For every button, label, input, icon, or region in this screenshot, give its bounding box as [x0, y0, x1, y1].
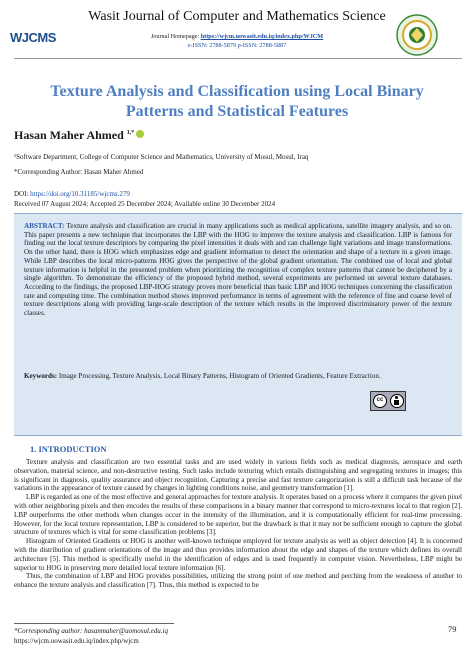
author-superscript: 1,* — [126, 130, 135, 136]
doi-link[interactable]: https://doi.org/10.31185/wjcms.279 — [30, 190, 130, 198]
paper-title: Texture Analysis and Classification using Local Binary Patterns and Statistical Features — [50, 83, 424, 120]
university-seal-icon — [396, 14, 438, 56]
doi-line — [14, 190, 130, 198]
homepage-label: Journal Homepage: — [150, 33, 201, 40]
author-line — [14, 128, 144, 143]
doi-label: DOI: — [14, 190, 31, 198]
abstract-box — [14, 213, 462, 436]
journal-title: Wasit Journal of Computer and Mathematics Science — [88, 9, 386, 24]
issn-line: e-ISSN: 2788-5879 p-ISSN: 2788-5887 — [187, 42, 287, 49]
abstract — [24, 222, 452, 318]
publication-dates: Received 07 August 2024; Accepted 25 December 2024; Available online 30 December 2024 — [14, 200, 276, 208]
cc-icon: cc — [373, 394, 387, 408]
corresponding-author: *Corresponding Author: Hasan Maher Ahmed — [14, 168, 144, 176]
affiliation: ¹Software Department, College of Computer Science and Mathematics, University of Mosul, Mosul, Iraq — [14, 153, 309, 161]
keywords — [24, 372, 452, 381]
author-name: Hasan Maher Ahmed — [14, 128, 127, 142]
intro-paragraph: Histogram of Oriented Gradients or HOG is another well-known technique employed for texture analysis as well as object detection [4]. It is concerned with the distribution of gradient orientations of the image and thus provides information about the edge and shapes of the texture which defines its overall architecture [5]. This method is specifically useful in the identification of edges and is used frequently in computer vision. Nevertheless, LBP might be superior to HOG in preserving more detailed local texture information [6]. — [14, 537, 462, 572]
intro-paragraph: LBP is regarded as one of the most effective and general approaches for texture analysis. It operates based on a process where it compares the given pixel with other neighboring pixels and then encodes the results of these comparisons in a binary manner that correspond to micro-textures local to that region [2]. LBP outperforms the other methods when changes occur in the intensity of the illumination, and it is computationally efficient for real-time processing. However, for the local texture representation, LBP is considered to be superior, but the drawback is that it may not be sufficient enough to capture the global structure of textures which is vital for some classification problems [3]. — [14, 493, 462, 537]
header-divider — [14, 58, 462, 59]
intro-paragraph: Thus, the combination of LBP and HOG provides possibilities, utilizing the strong point of one method and perching from the weakness of another to enhance the texture analysis and classification [7]. Thus, this method is expected to be — [14, 572, 462, 590]
keywords-label: Keywords: — [24, 372, 59, 380]
introduction-body — [14, 458, 462, 590]
journal-header — [0, 0, 474, 62]
keywords-text: Image Processing, Texture Analysis, Local Binary Patterns, Histogram of Oriented Gradients, Feature Extraction. — [58, 372, 381, 380]
by-icon — [390, 394, 404, 408]
homepage-link[interactable]: https://wjcm.uowasit.edu.iq/index.php/WJCM — [200, 33, 324, 40]
page-number: 79 — [448, 624, 457, 634]
cc-by-license-icon[interactable] — [370, 391, 406, 411]
footer-email: *Corresponding author: hasanmaher@uomosul.edu.iq — [14, 627, 168, 635]
abstract-text: Texture analysis and classification are crucial in many applications such as medical applications, satellite imagery analysis, and so on. This paper presents a new technique that incorporates the LBP with the HOG to improve the texture analysis and classification. LBP is famous for finding out the local texture descriptors by comparing the pixel intensities it deals with and can challenge light variations and image transformations. On the other hand, there is HOG which emphasizes edge and gradient information to detect the orientation and shape of a texture in a given image. While LBP describes the local micro-patterns HOG gives the perspective of the global gradient orientation. The combined use of local and global texture information is helpful in the presented problem when prioritizing the recognition of complex texture patterns that cannot be deciphered by a single algorithm. To demonstrate the efficiency of the proposed hybrid method, several experiments are performed on several texture databases. According to the findings, the proposed LBP-HOG strategy proves more beneficial than basic LBP and HOG techniques concerning the classification rate and computing time. The combination method shows improved performance in terms of agreement with the reference of fine and coarse level of texture descriptions along with providing large-scale description of the texture which results in the improved discriminatory power of the texture classes. — [24, 222, 452, 318]
orcid-icon[interactable] — [136, 130, 144, 138]
section-heading-introduction: 1. INTRODUCTION — [30, 444, 107, 454]
journal-logo: WJCMS — [10, 30, 56, 45]
footer-divider — [14, 623, 174, 624]
intro-paragraph: Texture analysis and classification are two essential tasks and are used widely in various fields such as medical diagnosis, aerospace and earth observation, material science, and non-destructive testing. Such tasks include texturing which entails distinguishing and segregating textures in images; this is significant in diagnosis, quality assurance and object recognition. Capturing a precise and fast texture categorization is still a difficult task because of the variations in the appearance of texture caused by changes in lighting conditions noise, and geometry transformation [1]. — [14, 458, 462, 493]
footer-url: https://wjcm.uowasit.edu.iq/index.php/wjcm — [14, 637, 139, 645]
abstract-label: ABSTRACT: — [24, 222, 67, 230]
